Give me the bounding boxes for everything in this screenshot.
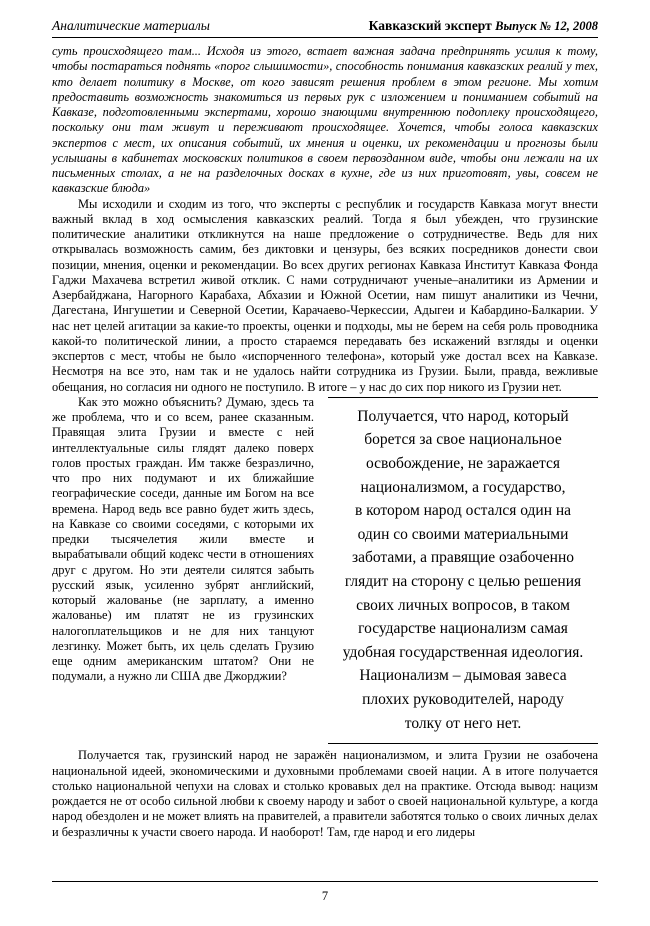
- pullquote-line: своих личных вопросов, в таком: [356, 596, 570, 614]
- pullquote: [328, 397, 598, 745]
- pullquote-line: Получается, что народ, который: [357, 407, 569, 425]
- pullquote-line: государстве национализм самая: [358, 620, 568, 638]
- paragraph-2: Мы исходили и сходим из того, что эксперты с республик и государств Кавказа могут внести важный вклад в ход осмысления кавказских реалий. Тогда я был убежден, что грузинские политические аналитики откликнутся на наше предложение о сотрудничестве. Ведь для них открывалась возможность самим, без диктовки и цензуры, без всяких посредников донести свои позиции, мнения, оценки и рекомендации. Во всех других регионах Кавказа Институт Кавказа Фонда Гаджи Махачева встретил живой отклик. С нами сотрудничают ученые–аналитики из Армении и Азербайджана, Нагорного Карабаха, Абхазии и Южной Осетии, нам пишут аналитики из Чечни, Дагестана, Ингушетии и Северной Осетии, Карачаево-Черкессии, Адыгеи и Кабардино-Балкарии. У нас нет целей агитации за какие-то проекты, оценки и подходы, мы не берем на себя роль проводника какой-то политической линии, а просто стараемся передавать без искажений взгляды и оценки экспертов с мест, чтобы не было «испорченного телефона», который уже достал всех на Кавказе. Несмотря на все это, нам так и не удалось найти сотрудника из Грузии. Были, правда, вежливые обещания, но согласия ни одного не поступило. В итоге – у нас до сих пор никого из Грузии нет.: [52, 196, 598, 394]
- header-divider: [52, 37, 598, 38]
- header-journal-name: Кавказский эксперт: [368, 18, 492, 33]
- pullquote-line: национализмом, а государство,: [360, 478, 566, 496]
- pullquote-line: удобная государственная идеология.: [342, 643, 584, 661]
- pullquote-line: один со своими материальными: [357, 525, 569, 543]
- paragraph-continued-italic: суть происходящего там... Исходя из этого, встает важная задача предпринять усилия к тому, чтобы постараться поднять «порог слышимости», способность понимания кавказских реалий у тех, кто делает политику в Москве, от кого зависят решения проблем в этом регионе. Мы хотим предоставить возможность знакомиться из первых рук с изложением и пониманием событий на Кавказе, подготовленными экспертами, хорошо знающими внутреннюю подоплеку происходящего, поскольку они там живут и переживают происходящее. Хочется, чтобы голоса кавказских экспертов с мест, их описания событий, их мнения и оценки, их рекомендации и прогнозы были услышаны в кабинетах московских политиков в своем первозданном виде, чтобы они лежали на их письменных столах, а не на разделочных досках в кухне, где из них приготовят, увы, совсем не кавказские блюда»: [52, 44, 598, 196]
- pullquote-line: освобождение, не заражается: [365, 454, 561, 472]
- page-content: [52, 44, 598, 840]
- pullquote-line: Национализм – дымовая завеса: [359, 667, 567, 685]
- header-section-title: Аналитические материалы: [52, 18, 210, 33]
- page-header: [52, 18, 598, 37]
- header-issue-number: Выпуск № 12, 2008: [495, 19, 598, 33]
- pullquote-line: плохих руководителей, народу: [362, 691, 564, 709]
- paragraph-3: Как это можно объяснить? Думаю, здесь та же проблема, что и со всем, ранее сказанным. Правящая элита Грузии и вместе с ней интеллектуальные силы глядят далеко поверх голов простых граждан. Им также безразлично, что про них подумают и их ближайшие географические соседи, данные им Богом на все времена. Народ ведь все равно будет жить здесь, на Кавказе со своими соседями, с которыми их предки тысячелетия жили вместе и вырабатывали общий кодекс чести в отношениях друг с другом. Но эти деятели силятся забыть русский язык, усиленно зубрят английский, который жалованье (не зарплату, а именно жалованье) им платят не из грузинских налогоплательщиков и не для них танцуют лезгинку. Может быть, их цель сделать Грузию еще одним американским штатом? Они не подумали, а нужно ли США две Джорджии?: [52, 394, 314, 684]
- page-footer: [52, 881, 598, 904]
- pullquote-line: борется за свое национальное: [364, 431, 562, 449]
- pullquote-flow-region: [52, 395, 598, 749]
- page-number: 7: [321, 889, 329, 903]
- pullquote-line: в котором народ остался один на: [354, 502, 572, 520]
- header-journal-info: [369, 18, 598, 34]
- paragraph-4: Получается так, грузинский народ не заражён национализмом, и элита Грузии не озабочена национальной идеей, экономическими и духовными проблемами своей нации. А в итоге получается столько национальной чепухи на словах и столько кровавых дел на практике. Отсюда вывод: нацизм рождается не от особо сильной любви к своему народу и забот о своей национальной культуре, а когда народ обездолен и не может влиять на правителей, а правители заботятся только о своих личных делах и безразличны к участи своего народа. И наоборот! Там, где народ и его лидеры: [52, 748, 598, 839]
- pullquote-line: толку от него нет.: [404, 714, 522, 732]
- pullquote-line: заботами, а правящие озабоченно: [351, 549, 575, 567]
- pullquote-line: глядит на сторону с целью решения: [344, 573, 582, 591]
